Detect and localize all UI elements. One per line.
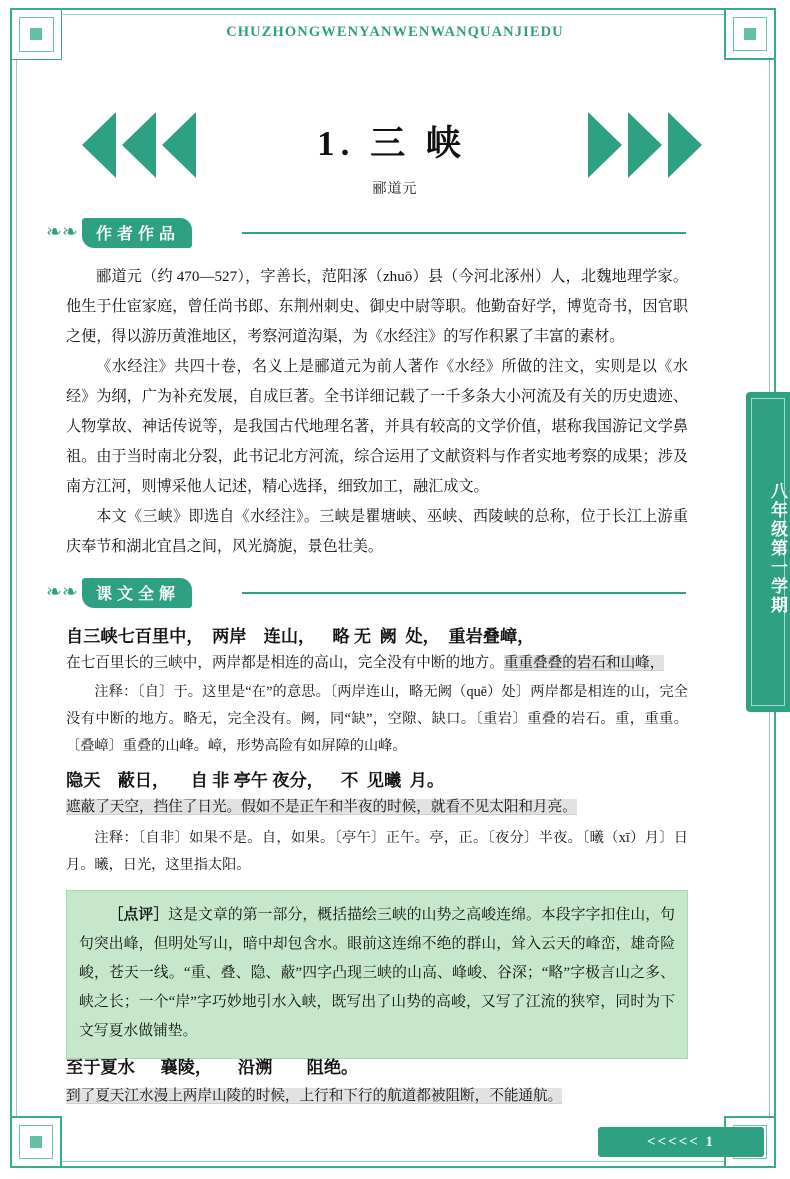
side-tab-grade xyxy=(746,392,790,712)
source-text-line-2: 隐天 蔽日， 自 非 亭午 夜分， 不 见曦 月。 xyxy=(66,771,445,790)
leaf-ornament-icon: ❧❧ xyxy=(46,222,78,243)
leaf-ornament-icon: ❧❧ xyxy=(46,582,78,603)
comment-tag: ［点评］ xyxy=(108,907,169,923)
translation-line-1 xyxy=(66,650,688,677)
source-text-line-1: 自三峡七百里中， 两岸 连山， 略 无 阙 处， 重岩叠嶂， xyxy=(66,627,535,646)
title-author: 郦道元 xyxy=(372,182,418,197)
section-rule xyxy=(242,592,686,594)
section-label: 作者作品 xyxy=(82,218,192,248)
running-head-pinyin: CHUZHONGWENYANWENWANQUANJIEDU xyxy=(226,24,564,40)
translation-highlight-1: 重重叠叠的岩石和山峰， xyxy=(503,655,665,671)
section-rule xyxy=(242,232,686,234)
author-paragraph-2: 《水经注》共四十卷，名义上是郦道元为前人著作《水经》所做的注文，实则是以《水经》为纲，广为补充发展，自成巨著。全书详细记载了一千多条大小河流及有关的历史遗迹、人物掌故、神话传说等，是我国古代地理名著，并具有较高的文学价值，堪称我国游记文学鼻祖。由于当时南北分裂，此书记北方河流，综合运用了文献资料与作者实地考察的成果；涉及南方江河，则博采他人记述，精心选择，细致加工，融汇成文。 xyxy=(66,359,688,495)
translation-plain-2: 遮蔽了天空，挡住了日光。假如不是正午和半夜的时候，就看不见太阳和月亮。 xyxy=(66,799,577,815)
translation-line-2 xyxy=(66,794,688,821)
chevron-left-ornament xyxy=(82,112,198,178)
side-tab-label: 八年级第一学期 xyxy=(768,481,787,615)
page-title: 1. 三 峡 xyxy=(317,124,467,163)
author-paragraph-3: 本文《三峡》即选自《水经注》。三峡是瞿塘峡、巫峡、西陵峡的总称，位于长江上游重庆奉节和湖北宜昌之间，风光旖旎，景色壮美。 xyxy=(66,509,688,555)
translation-plain-3: 到了夏天江水漫上两岸山陵的时候，上行和下行的航道都被阻断，不能通航。 xyxy=(66,1088,563,1104)
page-footer: <<<<< 1 xyxy=(598,1127,764,1157)
title-banner xyxy=(82,112,702,178)
section-heading-text-explanation xyxy=(46,578,686,608)
section-heading-author-works xyxy=(46,218,686,248)
translation-plain-1: 在七百里长的三峡中，两岸都是相连的高山，完全没有中断的地方。 xyxy=(66,655,504,671)
notes-block-1: 注释：〔自〕于。这里是“在”的意思。〔两岸连山，略无阙（quē）处〕两岸都是相连的山，完全没有中断的地方。略无，完全没有。阙，同“缺”，空隙、缺口。〔重岩〕重叠的岩石。重，重重。〔叠嶂〕重叠的山峰。嶂，形势高险有如屏障的山峰。 xyxy=(66,684,688,754)
section-label: 课文全解 xyxy=(82,578,192,608)
comment-text: 这是文章的第一部分，概括描绘三峡的山势之高峻连绵。本段字字扣住山，句句突出峰，但明处写山，暗中却包含水。眼前这连绵不绝的群山，耸入云天的峰峦，雄奇险峻，苍天一线。“重、叠、隐、蔽”四字凸现三峡的山高、峰峻、谷深；“略”字极言山之多、峡之长；一个“岸”字巧妙地引水入峡，既写出了山势的高峻，又写了江流的狭窄，同时为下文写夏水做铺垫。 xyxy=(79,907,675,1039)
author-paragraph-1: 郦道元（约 470—527），字善长，范阳涿（zhuō）县（今河北涿州）人，北魏地理学家。他生于仕宦家庭，曾任尚书郎、东荆州刺史、御史中尉等职。他勤奋好学，博览奇书，因官职之便，得以游历黄淮地区，考察河道沟渠，为《水经注》的写作积累了丰富的素材。 xyxy=(66,269,688,345)
source-text-line-3: 至于夏水 襄陵， 沿溯 阻绝。 xyxy=(66,1058,359,1077)
comment-box xyxy=(66,890,688,1059)
translation-line-3 xyxy=(66,1083,688,1110)
notes-block-2: 注释：〔自非〕如果不是。自，如果。〔亭午〕正午。亭，正。〔夜分〕半夜。〔曦（xī）月〕日月。曦，日光，这里指太阳。 xyxy=(66,830,688,873)
corner-ornament-bottom-left xyxy=(10,1116,62,1168)
chevron-right-ornament xyxy=(586,112,702,178)
